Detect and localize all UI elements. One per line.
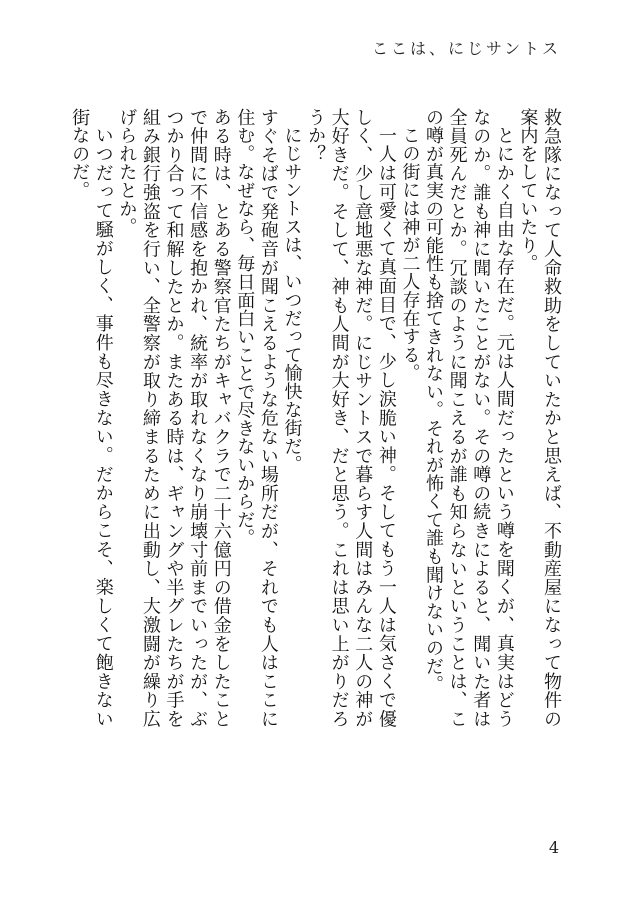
paragraph: この街には神が二人存在する。 xyxy=(399,126,421,383)
paragraph: いつだって騒がしく、事件も尽きない。だからこそ、楽しくて飽きない街なのだ。 xyxy=(69,108,114,728)
page-number: 4 xyxy=(548,838,559,857)
paragraph: にじサントスは、いつだって愉快な街だ。 xyxy=(281,126,303,474)
paragraph: 一人は可愛くて真面目で、少し涙脆い神。そしてもう一人は気さくで優しく、少し意地悪な神だ。にじサントスで暮らす人間はみんな二人の神が大好きだ。そして、神も人間が大好き、だと思う。これは思い上がりだろうか？ xyxy=(305,108,397,728)
body-text xyxy=(69,108,563,728)
paragraph: 救急隊になって人命救助をしていたかと思えば、不動産屋になって物件の案内をしていたり。 xyxy=(517,108,562,728)
running-header: ここは、にじサントス xyxy=(371,39,561,58)
paragraph: とにかく自由な存在だ。元は人間だったという噂を聞くが、真実はどうなのか。誰も神に聞いたことがない。その噂の続きによると、聞いた者は全員死んだとか。冗談のように聞こえるが誰も知らないということは、この噂が真実の可能性も捨てきれない。それが怖くて誰も聞けないのだ。 xyxy=(423,108,515,728)
paragraph: すぐそばで発砲音が聞こえるような危ない場所だが、それでも人はここに住む。なぜなら、毎日面白いことで尽きないからだ。 xyxy=(234,108,279,728)
paragraph: ある時は、とある警察官たちがキャバクラで二十六億円の借金をしたことで仲間に不信感を抱かれ、統率が取れなくなり崩壊寸前までいったが、ぶつかり合って和解したとか。またある時は、ギャングや半グレたちが手を組み銀行強盗を行い、全警察が取り締まるために出動し、大激闘が繰り広げられたとか。 xyxy=(116,108,232,728)
